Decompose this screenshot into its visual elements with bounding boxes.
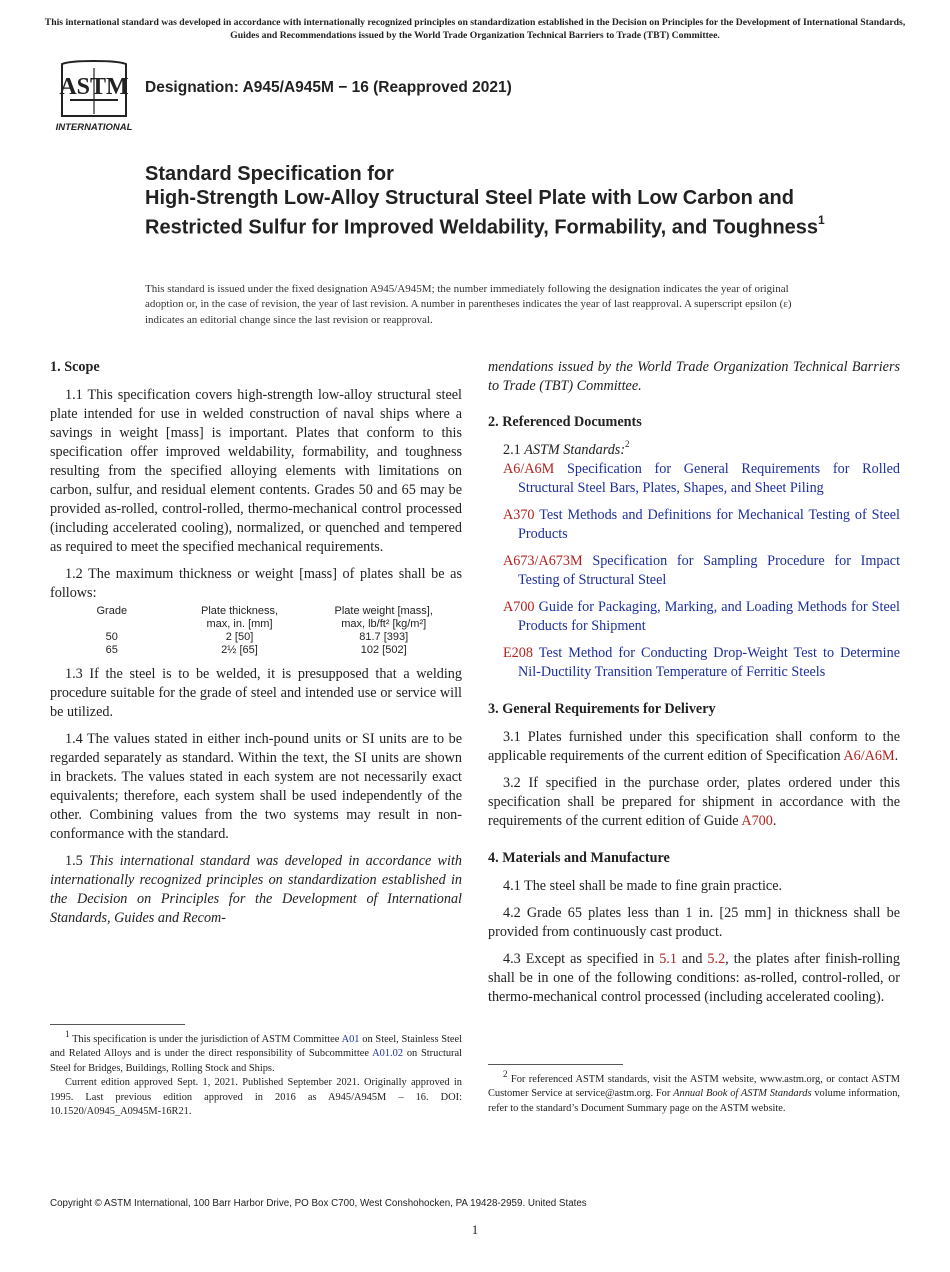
paragraph-2-1-number: 2.1 [503, 442, 521, 458]
subcommittee-link[interactable]: A01.02 [372, 1048, 404, 1060]
section-5-2-link[interactable]: 5.2 [707, 951, 726, 967]
paragraph-1-5 [50, 852, 462, 928]
paragraph-3-1-text: 3.1 Plates furnished under this specification shall conform to the applicable requirements of the current edition of Specification [488, 729, 900, 764]
svg-text:ASTM: ASTM [59, 74, 129, 100]
plate-limits-table [50, 605, 462, 657]
table-cell-thickness: 2½ [65] [221, 644, 258, 656]
reference-code-link[interactable]: A370 [503, 507, 535, 523]
reference-item [488, 598, 900, 636]
table-header-grade: Grade [96, 605, 128, 617]
footnote-rule [488, 1064, 623, 1065]
period: . [772, 813, 777, 829]
footnote-1-text-b: on Steel, Stainless Steel and Related Alloys and is under the direct responsibility of Subcommittee [50, 1034, 463, 1060]
copyright-notice: Copyright © ASTM International, 100 Barr Harbor Drive, PO Box C700, West Conshohocken, PA 19428-2959. United States [50, 1198, 587, 1209]
annual-book-title: Annual Book of ASTM Standards [673, 1088, 812, 1100]
section-5-1-link[interactable]: 5.1 [659, 951, 677, 967]
paragraph-1-1: 1.1 This specification covers high-strength low-alloy structural steel plate intended for use in welded construction of naval ships where a savings in weight [mass] is important. Plates that conform to this specification offer improved weldability, formability, and toughness resulting from the specified alloying elements with limitations on carbon, sulfur, and residual element contents. Grades 50 and 65 may be provided as-rolled, control-rolled, thermo-mechanical control processed (including accelerated cooling), normalized, or quenched and tempered as required to meet the specified mechanical requirements. [50, 387, 462, 555]
footnote-2-mark: 2 [503, 1068, 508, 1079]
a700-link[interactable]: A700 [741, 813, 773, 829]
period: . [894, 748, 899, 764]
footnote-2 [488, 1068, 900, 1116]
paragraph-1-3: 1.3 If the steel is to be welded, it is presupposed that a welding procedure suitable for the grade of steel and intended use or service will be utilized. [50, 666, 462, 720]
paragraph-4-3-text-a: 4.3 Except as specified in [503, 951, 655, 967]
reference-title-link[interactable]: Specification for General Requirements for Rolled Structural Steel Bars, Plates, Shapes, and Sheet Piling [518, 461, 901, 496]
footnote-2-ref[interactable]: 2 [625, 439, 630, 450]
title-footnote-mark[interactable]: 1 [818, 213, 825, 227]
reference-item [488, 552, 900, 590]
table-row [50, 644, 462, 657]
standardization-notice: This international standard was developed in accordance with internationally recognized principles on standardization established in the Decision on Principles for the Development of International Standards, Guides and Recommendations issued by the World Trade Organization Technical Barriers to Trade (TBT) Committee. [44, 17, 906, 41]
table-header-weight: Plate weight [mass], [334, 605, 433, 617]
footnotes-left [50, 1024, 462, 1119]
footnote-rule [50, 1024, 185, 1025]
table-row [50, 631, 462, 644]
paragraph-2-1 [488, 441, 900, 460]
table-header-weight-unit: max, lb/ft² [kg/m²] [341, 618, 427, 630]
paragraph-3-2-text: 3.2 If specified in the purchase order, plates ordered under this specification shall be prepared for shipment in accordance with the requirements of the current edition of Guide [488, 775, 900, 829]
paragraph-4-2: 4.2 Grade 65 plates less than 1 in. [25 mm] in thickness shall be provided from continuously cast product. [488, 905, 900, 940]
reference-item [488, 506, 900, 544]
reference-title-link[interactable]: Guide for Packaging, Marking, and Loading Methods for Steel Products for Shipment [518, 599, 901, 634]
table-header-thickness-unit: max, in. [mm] [206, 618, 273, 630]
footnote-1-text-c: on Structural Steel for Bridges, Buildings, Rolling Stock and Ships. [50, 1048, 462, 1074]
footnote-2-text-a: For referenced ASTM standards, visit the ASTM website, www.astm.org, or contact ASTM Customer Service at service@astm.org. For [488, 1074, 900, 1100]
reference-title-link[interactable]: Specification for Sampling Procedure for Impact Testing of Structural Steel [518, 553, 901, 588]
paragraph-3-1 [488, 728, 900, 766]
left-column [50, 358, 462, 936]
section-heading-scope: 1. Scope [50, 359, 100, 375]
paragraph-4-1: 4.1 The steel shall be made to fine grain practice. [503, 878, 783, 894]
title-line-2: High-Strength Low-Alloy Structural Steel Plate with Low Carbon and Restricted Sulfur for Improved Weldability, Formability, and Toughness [145, 187, 819, 239]
reference-code-link[interactable]: A6/A6M [503, 461, 555, 477]
paragraph-1-5-text: This international standard was developed in accordance with internationally recognized principles on standardization established in the Decision on Principles for the Development of International Standards, Guides and Recom- [50, 853, 462, 926]
section-heading-referenced-documents: 2. Referenced Documents [488, 414, 642, 430]
reference-item [488, 460, 900, 498]
footnote-1-mark: 1 [65, 1028, 70, 1039]
issue-note: This standard is issued under the fixed designation A945/A945M; the number immediately following the designation indicates the year of original adoption or, in the case of revision, the year of last revision. A number in parentheses indicates the year of last reapproval. A superscript epsilon (ε) indicates an editorial change since the last revision or reapproval. [145, 283, 792, 326]
conjunction: and [681, 951, 703, 967]
reference-title-link[interactable]: Test Method for Conducting Drop-Weight Test to Determine Nil-Ductility Transition Temperature of Ferritic Steels [518, 645, 900, 680]
right-column [488, 358, 900, 1015]
paragraph-1-4: 1.4 The values stated in either inch-pound units or SI units are to be regarded separately as standard. Within the text, the SI units are shown in brackets. The values stated in each system are not necessarily exact equivalents; therefore, each system shall be used independently of the other. Combining values from the two systems may result in non-conformance with the standard. [50, 731, 462, 842]
paragraph-1-5-continued: mendations issued by the World Trade Organization Technical Barriers to Trade (TBT) Committee. [488, 359, 900, 394]
reference-code-link[interactable]: A700 [503, 599, 535, 615]
reference-code-link[interactable]: A673/A673M [503, 553, 583, 569]
reference-title-link[interactable]: Test Methods and Definitions for Mechanical Testing of Steel Products [518, 507, 901, 542]
table-cell-grade: 50 [105, 631, 118, 643]
section-heading-general-requirements: 3. General Requirements for Delivery [488, 701, 716, 717]
table-cell-thickness: 2 [50] [225, 631, 254, 643]
document-title [145, 162, 845, 240]
paragraph-3-2 [488, 774, 900, 831]
table-cell-weight: 81.7 [393] [359, 631, 409, 643]
committee-link[interactable]: A01 [341, 1034, 360, 1045]
section-heading-materials: 4. Materials and Manufacture [488, 850, 670, 866]
a6-link[interactable]: A6/A6M [843, 748, 895, 764]
table-header-thickness: Plate thickness, [200, 605, 279, 617]
table-cell-weight: 102 [502] [360, 644, 407, 656]
astm-logo [52, 58, 136, 134]
svg-text:INTERNATIONAL: INTERNATIONAL [55, 122, 133, 133]
reference-code-link[interactable]: E208 [503, 645, 533, 661]
table-cell-grade: 65 [105, 644, 118, 656]
footnote-1 [50, 1028, 463, 1076]
page-number: 1 [471, 1222, 479, 1237]
designation: Designation: A945/A945M − 16 (Reapproved 2021) [145, 79, 512, 96]
footnote-1-text-a: This specification is under the jurisdiction of ASTM Committee [72, 1034, 340, 1045]
paragraph-4-3-text-b: , the plates after finish-rolling shall be in one of the following conditions: as-rolled, control-rolled, or thermo-mechanical control processed (including accelerated cooling). [488, 951, 900, 1005]
astm-standards-label: ASTM Standards: [524, 442, 626, 458]
paragraph-4-3 [488, 950, 900, 1007]
paragraph-1-2: 1.2 The maximum thickness or weight [mass] of plates shall be as follows: [50, 566, 462, 601]
edition-note: Current edition approved Sept. 1, 2021. Published September 2021. Originally approved in 1995. Last previous edition approved in 2016 as A945/A945M – 16. DOI: 10.1520/A0945_A0945M-16R21. [50, 1077, 462, 1118]
title-line-1: Standard Specification for [145, 163, 394, 185]
paragraph-1-5-number: 1.5 [65, 853, 83, 869]
footnote-2-text-b: volume information, refer to the standard’s Document Summary page on the ASTM website. [488, 1088, 900, 1114]
footnotes-right [488, 1064, 900, 1116]
reference-item [488, 644, 900, 682]
